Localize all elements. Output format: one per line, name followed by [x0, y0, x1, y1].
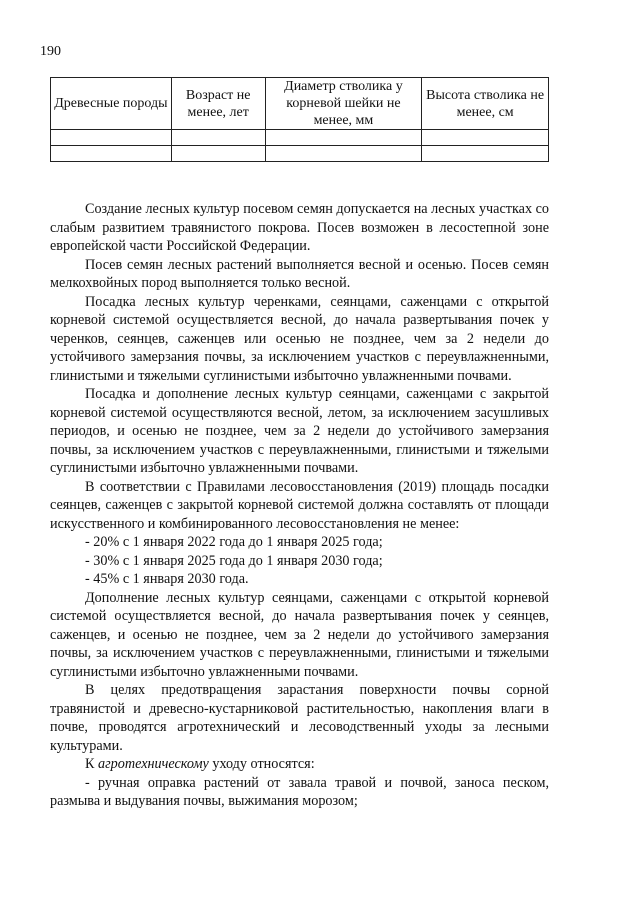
paragraph-agro-care-intro — [50, 755, 549, 774]
table-row — [51, 146, 549, 162]
paragraph-supplementing-cultures: Дополнение лесных культур сеянцами, саженцами с открытой корневой системой осуществляется весной, до начала развертывания почек у сеянцев, саженцев, и осенью не позднее, чем за 2 недели до устойчивого замерзания почвы, за исключением участков с переувлажненными, глинистыми и тяжелыми суглинистыми избыточно увлажненными почвами. — [50, 589, 549, 680]
agro-intro-prefix: К — [85, 756, 99, 772]
agro-intro-suffix: уходу относятся: — [208, 756, 315, 772]
table-row — [51, 130, 549, 146]
list-item: - 20% с 1 января 2022 года до 1 января 2025 года; — [85, 534, 383, 550]
list-item: - ручная оправка растений от завала травой и почвой, заноса песком, размыва и выдувания почвы, выжимания морозом; — [50, 774, 549, 809]
table-cell — [422, 146, 549, 162]
table-cell — [265, 146, 422, 162]
agro-intro-emphasis: агротехническому — [98, 756, 209, 772]
table-header-row — [51, 78, 549, 130]
page-number: 190 — [40, 44, 61, 59]
header-tree-species: Древесные породы — [51, 78, 172, 130]
paragraph-closed-root-planting: Посадка и дополнение лесных культур сеянцами, саженцами с закрытой корневой системой осуществляются весной, летом, за исключением засушливых периодов, и осенью не позднее, чем за 2 недели до устойчивого замерзания почвы, за исключением участков с переувлажненными, глинистыми и тяжелыми суглинистыми избыточно увлажненными почвами. — [50, 386, 549, 476]
header-stem-diameter: Диаметр стволика у корневой шейки не менее, мм — [265, 78, 422, 130]
paragraph-reforestation-rules: В соответствии с Правилами лесовосстановления (2019) площадь посадки сеянцев, саженцев с закрытой корневой системой должна составлять от площади искусственного и комбинированного лесовосстановления не менее: — [50, 478, 549, 532]
table-cell — [171, 146, 265, 162]
body-text — [50, 200, 549, 811]
paragraph-care-purpose: В целях предотвращения зарастания поверхности почвы сорной травянистой и древесно-кустарниковой растительностью, накопления влаги в почве, проводятся агротехнический и лесоводственный уходы за лесными культурами. — [50, 682, 549, 754]
table-cell — [265, 130, 422, 146]
table-cell — [171, 130, 265, 146]
list-item: - 30% с 1 января 2025 года до 1 января 2030 года; — [85, 552, 383, 569]
table-cell — [422, 130, 549, 146]
paragraph-open-root-planting: Посадка лесных культур черенками, сеянцами, саженцами с открытой корневой системой осуществляется весной, до начала развертывания почек у черенков, сеянцев, саженцев или осенью не позднее, чем за 2 недели до устойчивого замерзания почвы, за исключением участков с переувлажненными, глинистыми и тяжелыми суглинистыми избыточно увлажненными почвами. — [50, 293, 549, 384]
paragraph-seed-sowing: Создание лесных культур посевом семян допускается на лесных участках со слабым развитием травянистого покрова. Посев возможен в лесостепной зоне европейской части Российской Федерации. — [50, 201, 549, 254]
header-age: Возраст не менее, лет — [171, 78, 265, 130]
seedling-parameters-table — [50, 77, 549, 162]
header-stem-height: Высота стволика не менее, см — [422, 78, 549, 130]
table-cell — [51, 146, 172, 162]
table-cell — [51, 130, 172, 146]
paragraph-sowing-season: Посев семян лесных растений выполняется весной и осенью. Посев семян мелкохвойных пород выполняется только весной. — [50, 256, 549, 291]
list-item: - 45% с 1 января 2030 года. — [85, 571, 249, 587]
